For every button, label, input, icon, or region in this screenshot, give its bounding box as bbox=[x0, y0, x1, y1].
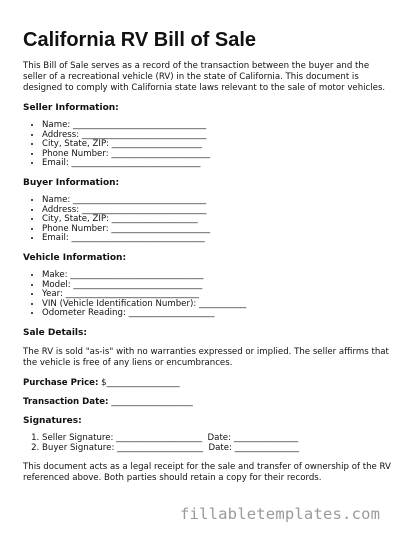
vehicle-odometer-field[interactable]: • Odometer Reading: ____________________ bbox=[42, 309, 395, 319]
transaction-date-label: Transaction Date: bbox=[23, 396, 109, 407]
intro-paragraph: This Bill of Sale serves as a record of the transaction between the buyer and the seller of a recreational vehicle (RV) in the state of California. This document is designed to comply with California state laws relevant to the sale of motor vehicles. bbox=[23, 61, 386, 93]
page-title: California RV Bill of Sale bbox=[23, 29, 257, 51]
buyer-fields bbox=[23, 196, 395, 244]
buyer-name-field[interactable]: • Name: _______________________________ bbox=[42, 196, 395, 206]
vehicle-model-field[interactable]: • Model: ______________________________ bbox=[42, 281, 395, 291]
seller-city-state-zip-field[interactable]: • City, State, ZIP: _____________________ bbox=[42, 140, 395, 150]
seller-name-field[interactable]: • Name: _______________________________ bbox=[42, 121, 395, 131]
vehicle-year-field[interactable]: • Year: _______________________________ bbox=[42, 290, 395, 300]
transaction-date-row bbox=[23, 397, 395, 408]
seller-fields bbox=[23, 121, 395, 169]
signatures-heading: Signatures: bbox=[23, 415, 82, 426]
purchase-price-label: Purchase Price: bbox=[23, 377, 99, 388]
vehicle-vin-field[interactable]: • VIN (Vehicle Identification Number): ___________ bbox=[42, 300, 395, 310]
purchase-price-field[interactable]: $_________________ bbox=[98, 377, 180, 388]
buyer-address-field[interactable]: • Address: _____________________________ bbox=[42, 206, 395, 216]
vehicle-heading: Vehicle Information: bbox=[23, 252, 127, 263]
seller-address-field[interactable]: • Address: _____________________________ bbox=[42, 131, 395, 141]
seller-email-field[interactable]: • Email: ______________________________ bbox=[42, 159, 395, 169]
buyer-phone-field[interactable]: • Phone Number: _______________________ bbox=[42, 225, 395, 235]
footer-paragraph: This document acts as a legal receipt for the sale and transfer of ownership of the RV referenced above. Both parties should retain a copy for their records. bbox=[23, 462, 391, 484]
buyer-email-field[interactable]: • Email: _______________________________ bbox=[42, 234, 395, 244]
sale-details-text: The RV is sold "as-is" with no warranties expressed or implied. The seller affirms that the vehicle is free of any liens or encumbrances. bbox=[23, 346, 389, 368]
buyer-city-state-zip-field[interactable]: • City, State, ZIP: ____________________ bbox=[42, 215, 395, 225]
buyer-signature-field[interactable]: 2. Buyer Signature: ____________________ Date: _______________ bbox=[42, 444, 395, 454]
sale-details-heading: Sale Details: bbox=[23, 327, 87, 338]
transaction-date-field[interactable]: ___________________ bbox=[108, 396, 193, 407]
seller-heading: Seller Information: bbox=[23, 103, 119, 113]
purchase-price-row bbox=[23, 378, 395, 389]
seller-signature-field[interactable]: 1. Seller Signature: ____________________ Date: _______________ bbox=[42, 434, 395, 444]
seller-phone-field[interactable]: • Phone Number: _______________________ bbox=[42, 150, 395, 160]
buyer-heading: Buyer Information: bbox=[23, 177, 120, 188]
vehicle-make-field[interactable]: • Make: _______________________________ bbox=[42, 271, 395, 281]
watermark: fillabletemplates.com bbox=[180, 505, 381, 523]
vehicle-fields bbox=[23, 271, 395, 319]
signature-fields bbox=[23, 434, 395, 453]
